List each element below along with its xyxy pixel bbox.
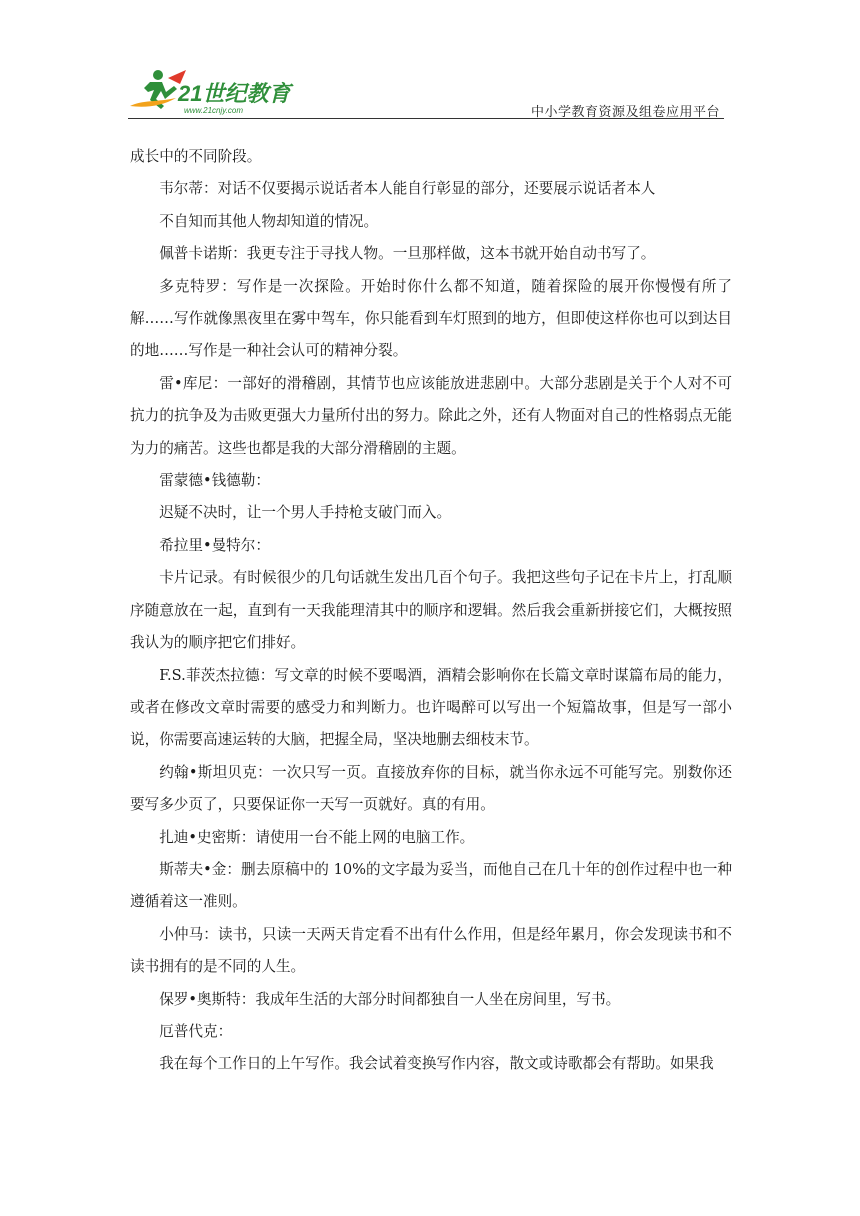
logo-url: www.21cnjy.com — [184, 106, 243, 115]
paragraph: 厄普代克： — [159, 1022, 233, 1040]
paragraph: 成长中的不同阶段。 — [130, 148, 262, 165]
header-divider — [128, 118, 724, 119]
paragraph: 雷•库尼：一部好的滑稽剧，其情节也应该能放进悲剧中。大部分悲剧是关于个人对不可抗力的抗争及为击败更强大力量所付出的努力。除此之外，还有人物面对自己的性格弱点无能为力的痛苦。这些也都是我的大部分滑稽剧的主题。 — [130, 374, 732, 457]
paragraph: 约翰•斯坦贝克：一次只写一页。直接放弃你的目标，就当你永远不可能写完。别数你还要写多少页了，只要保证你一天写一页就好。真的有用。 — [130, 763, 732, 814]
paragraph: F.S.菲茨杰拉德：写文章的时候不要喝酒，酒精会影响你在长篇文章时谋篇布局的能力，或者在修改文章时需要的感受力和判断力。也许喝醉可以写出一个短篇故事，但是写一部小说，你需要高速运转的大脑，把握全局，坚决地删去细枝末节。 — [130, 666, 732, 749]
paragraph: 我在每个工作日的上午写作。我会试着变换写作内容，散文或诗歌都会有帮助。如果我 — [159, 1055, 714, 1073]
paragraph: 卡片记录。有时候很少的几句话就生发出几百个句子。我把这些句子记在卡片上，打乱顺序随意放在一起，直到有一天我能理清其中的顺序和逻辑。然后我会重新拼接它们，大概按照我认为的顺序把它们排好。 — [130, 569, 732, 652]
paragraph: 迟疑不决时，让一个男人手持枪支破门而入。 — [159, 504, 452, 522]
paragraph: 不自知而其他人物却知道的情况。 — [159, 212, 379, 230]
paragraph: 雷蒙德•钱德勒： — [159, 472, 270, 490]
paragraph: 佩普卡诺斯：我更专注于寻找人物。一旦那样做，这本书就开始自动书写了。 — [159, 245, 656, 263]
paragraph: 韦尔蒂：对话不仅要揭示说话者本人能自行彰显的部分，还要展示说话者本人 — [159, 180, 656, 198]
paragraph: 扎迪•史密斯：请使用一台不能上网的电脑工作。 — [159, 828, 475, 846]
header-platform-label: 中小学教育资源及组卷应用平台 — [530, 105, 720, 120]
logo — [128, 68, 298, 116]
logo-text: 21世纪教育 — [178, 81, 291, 106]
paragraph: 希拉里•曼特尔： — [159, 536, 270, 554]
document-body — [130, 141, 732, 1081]
paragraph: 斯蒂夫•金：删去原稿中的 10%的文字最为妥当，而他自己在几十年的创作过程中也一种遵循着这一准则。 — [130, 860, 732, 911]
page-header — [0, 0, 860, 124]
paragraph: 多克特罗：写作是一次探险。开始时你什么都不知道，随着探险的展开你慢慢有所了解……写作就像黑夜里在雾中驾车，你只能看到车灯照到的地方，但即使这样你也可以到达目的地……写作是一种社会认可的精神分裂。 — [130, 277, 732, 360]
paragraph: 保罗•奥斯特：我成年生活的大部分时间都独自一人坐在房间里，写书。 — [159, 990, 621, 1008]
paragraph: 小仲马：读书，只读一天两天肯定看不出有什么作用，但是经年累月，你会发现读书和不读书拥有的是不同的人生。 — [130, 925, 732, 976]
